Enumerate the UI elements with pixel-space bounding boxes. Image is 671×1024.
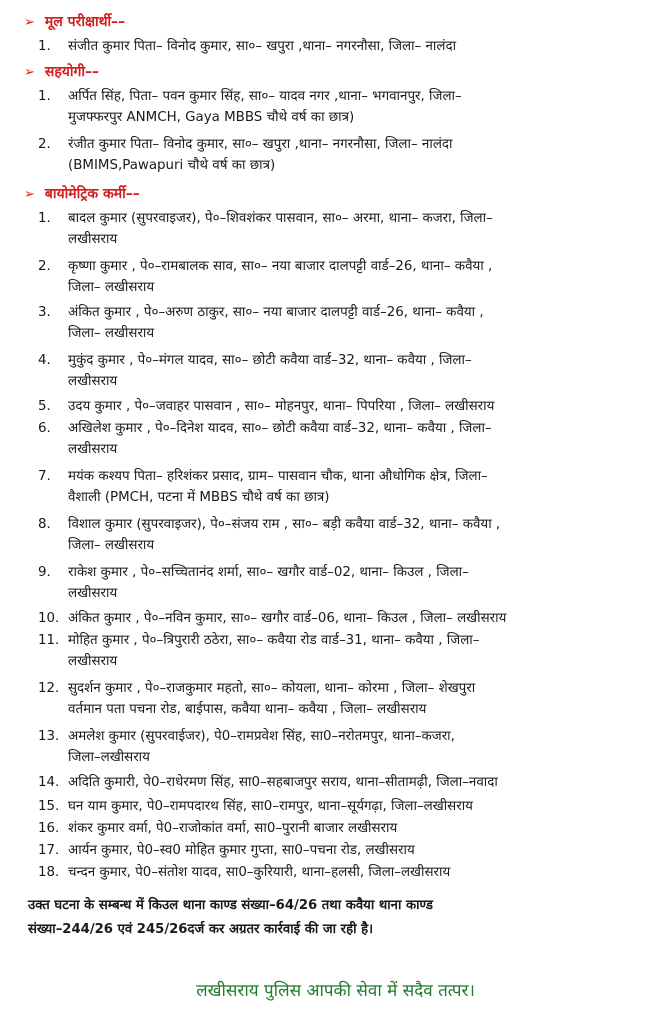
item-line: अंकित कुमार , पे०–नविन कुमार, सा०– खगौर वार्ड–06, थाना– किउल , जिला– लखीसराय bbox=[68, 611, 507, 626]
item-number: 3. bbox=[38, 305, 51, 320]
item-line: (BMIMS,Pawapuri चौथे वर्ष का छात्र) bbox=[68, 158, 276, 173]
item-number: 8. bbox=[38, 517, 51, 532]
item-number: 14. bbox=[38, 775, 60, 790]
item-line: शंकर कुमार वर्मा, पे0–राजोकांत वर्मा, सा0–पुरानी बाजार लखीसराय bbox=[68, 821, 398, 836]
item-number: 7. bbox=[38, 469, 51, 484]
item-number: 2. bbox=[38, 259, 51, 274]
item-line: जिला– लखीसराय bbox=[68, 280, 155, 295]
item-line: उदय कुमार , पे०–जवाहर पासवान , सा०– मोहनपुर, थाना– पिपरिया , जिला– लखीसराय bbox=[68, 399, 495, 414]
item-line: अदिति कुमारी, पे0–राधेरमण सिंह, सा0–सहबाजपुर सराय, थाना–सीतामढ़ी, जिला–नवादा bbox=[68, 775, 498, 790]
item-line: राकेश कुमार , पे०–सच्चितानंद शर्मा, सा०– खगौर वार्ड–02, थाना– किउल , जिला– bbox=[68, 565, 469, 580]
item-line: वर्तमान पता पचना रोड, बाईपास, कवैया थाना– कवैया , जिला– लखीसराय bbox=[68, 702, 427, 717]
item-line: विशाल कुमार (सुपरवाइजर), पे०–संजय राम , सा०– बड़ी कवैया वार्ड–32, थाना– कवैया , bbox=[68, 517, 501, 532]
item-number: 13. bbox=[38, 729, 60, 744]
item-number: 1. bbox=[38, 89, 51, 104]
item-line: मयंक कश्यप पिता– हरिशंकर प्रसाद, ग्राम– पासवान चौक, थाना औधोगिक क्षेत्र, जिला– bbox=[68, 469, 488, 484]
item-line: चन्दन कुमार, पे0–संतोश यादव, सा0–कुरियारी, थाना–हलसी, जिला–लखीसराय bbox=[68, 865, 451, 880]
item-line: मोहित कुमार , पे०–त्रिपुरारी ठठेरा, सा०– कवैया रोड वार्ड–31, थाना– कवैया , जिला– bbox=[68, 633, 480, 648]
item-line: अर्पित सिंह, पिता– पवन कुमार सिंह, सा०– यादव नगर ,थाना– भगवानपुर, जिला– bbox=[68, 89, 462, 104]
police-slogan: लखीसराय पुलिस आपकी सेवा में सदैव तत्पर। bbox=[196, 981, 475, 1001]
item-line: जिला– लखीसराय bbox=[68, 538, 155, 553]
section-title: मूल परीक्षार्थी–– bbox=[44, 14, 126, 30]
item-number: 5. bbox=[38, 399, 51, 414]
summary-line: उक्त घटना के सम्बन्ध में किउल थाना काण्ड संख्या–64/26 तथा कवैया थाना काण्ड bbox=[28, 898, 433, 913]
arrow-bullet-icon: ➢ bbox=[24, 15, 35, 30]
item-number: 15. bbox=[38, 799, 60, 814]
case-summary bbox=[28, 894, 648, 942]
item-line: जिला–लखीसराय bbox=[68, 750, 150, 765]
item-line: लखीसराय bbox=[68, 374, 118, 389]
section-title: बायोमेट्रिक कर्मी–– bbox=[44, 186, 140, 202]
item-line: रंजीत कुमार पिता– विनोद कुमार, सा०– खपुरा ,थाना– नगरनौसा, जिला– नालंदा bbox=[68, 137, 453, 152]
summary-line: संख्या–244/26 एवं 245/26दर्ज कर अग्रतर कार्रवाई की जा रही है। bbox=[28, 922, 374, 937]
item-line: लखीसराय bbox=[68, 442, 118, 457]
item-number: 11. bbox=[38, 633, 60, 648]
item-line: मुकुंद कुमार , पे०–मंगल यादव, सा०– छोटी कवैया वार्ड–32, थाना– कवैया , जिला– bbox=[68, 353, 472, 368]
item-line: संजीत कुमार पिता– विनोद कुमार, सा०– खपुरा ,थाना– नगरनौसा, जिला– नालंदा bbox=[68, 39, 457, 54]
arrow-bullet-icon: ➢ bbox=[24, 65, 35, 80]
section-heading-main-candidate bbox=[24, 12, 125, 31]
item-line: वैशाली (PMCH, पटना में MBBS चौथे वर्ष का छात्र) bbox=[68, 490, 330, 505]
item-line: कृष्णा कुमार , पे०–रामबालक साव, सा०– नया बाजार दालपट्टी वार्ड–26, थाना– कवैया , bbox=[68, 259, 493, 274]
section-heading-biometric-staff bbox=[24, 184, 140, 203]
item-line: आर्यन कुमार, पे0–स्व0 मोहित कुमार गुप्ता, सा0–पचना रोड, लखीसराय bbox=[68, 843, 415, 858]
item-number: 9. bbox=[38, 565, 51, 580]
item-number: 2. bbox=[38, 137, 51, 152]
arrow-bullet-icon: ➢ bbox=[24, 187, 35, 202]
section-title: सहयोगी–– bbox=[44, 64, 100, 80]
item-line: अमलेश कुमार (सुपरवाईजर), पे0–रामप्रवेश सिंह, सा0–नरोतमपुर, थाना–कजरा, bbox=[68, 729, 455, 744]
item-line: लखीसराय bbox=[68, 586, 118, 601]
item-line: लखीसराय bbox=[68, 654, 118, 669]
item-number: 17. bbox=[38, 843, 60, 858]
item-number: 16. bbox=[38, 821, 60, 836]
item-number: 18. bbox=[38, 865, 60, 880]
section-heading-accomplices bbox=[24, 62, 99, 81]
item-line: बादल कुमार (सुपरवाइजर), पे०–शिवशंकर पासवान, सा०– अरमा, थाना– कजरा, जिला– bbox=[68, 211, 493, 226]
item-line: सुदर्शन कुमार , पे०–राजकुमार महतो, सा०– कोयला, थाना– कोरमा , जिला– शेखपुरा bbox=[68, 681, 476, 696]
item-line: जिला– लखीसराय bbox=[68, 326, 155, 341]
item-line: घन याम कुमार, पे0–रामपदारथ सिंह, सा0–रामपुर, थाना–सूर्यगढ़ा, जिला–लखीसराय bbox=[68, 799, 473, 814]
item-number: 4. bbox=[38, 353, 51, 368]
item-line: मुजफ्फरपुर ANMCH, Gaya MBBS चौथे वर्ष का छात्र) bbox=[68, 110, 355, 125]
item-line: अंकित कुमार , पे०–अरुण ठाकुर, सा०– नया बाजार दालपट्टी वार्ड–26, थाना– कवैया , bbox=[68, 305, 484, 320]
item-number: 12. bbox=[38, 681, 60, 696]
item-number: 1. bbox=[38, 39, 51, 54]
item-number: 6. bbox=[38, 421, 51, 436]
item-number: 10. bbox=[38, 611, 60, 626]
item-number: 1. bbox=[38, 211, 51, 226]
item-line: लखीसराय bbox=[68, 232, 118, 247]
item-line: अखिलेश कुमार , पे०–दिनेश यादव, सा०– छोटी कवैया वार्ड–32, थाना– कवैया , जिला– bbox=[68, 421, 492, 436]
